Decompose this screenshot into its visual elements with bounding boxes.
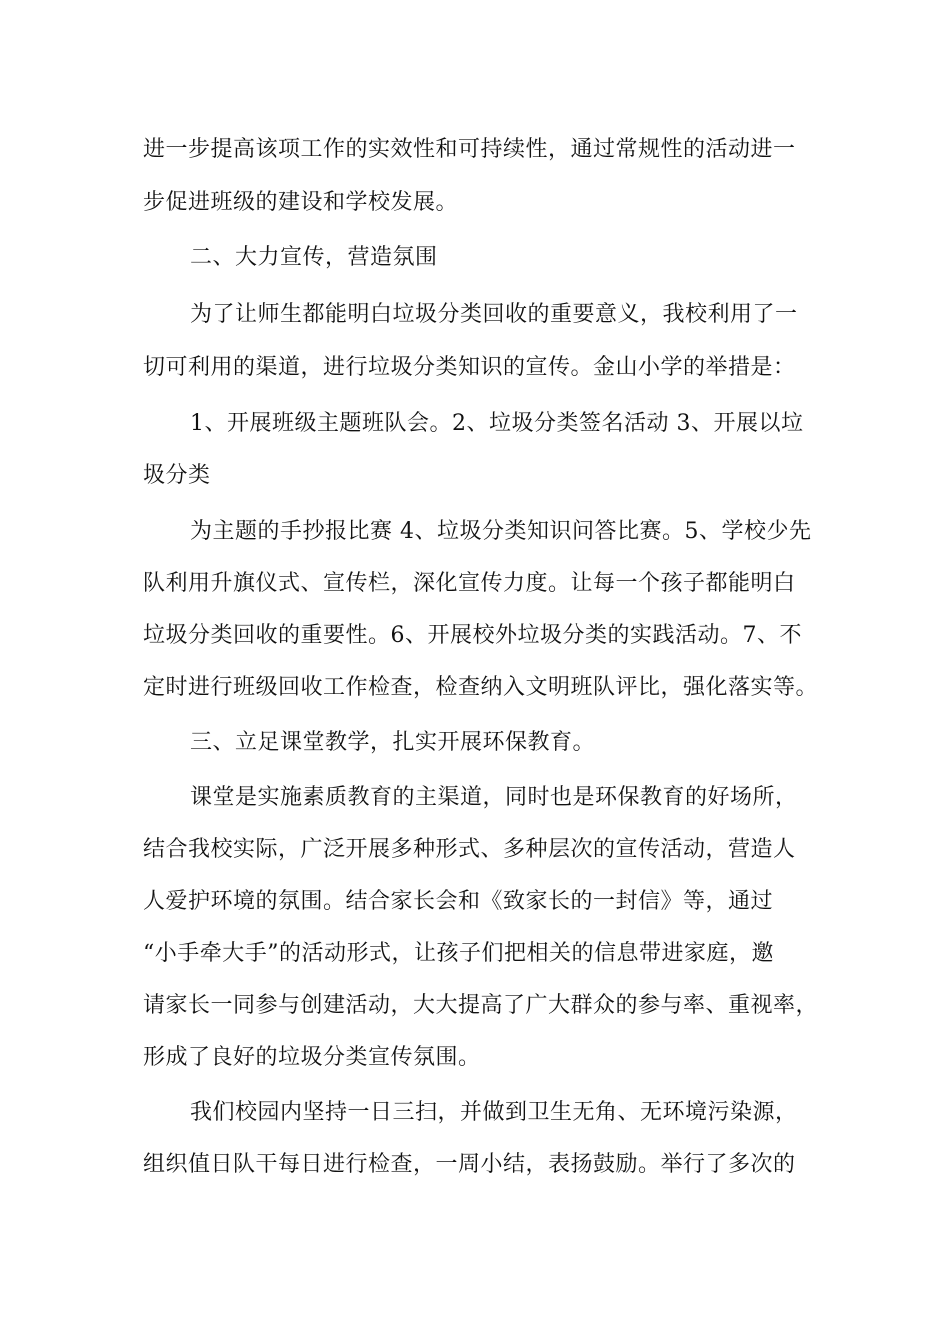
text-line: 圾分类 (143, 463, 211, 488)
text-line: “小手牵大手”的活动形式，让孩子们把相关的信息带进家庭，邀 (143, 941, 774, 966)
text-line: 请家长一同参与创建活动，大大提高了广大群众的参与率、重视率， (143, 993, 819, 1018)
section-heading: 三、立足课堂教学，扎实开展环保教育。 (190, 730, 596, 755)
text-line: 组织值日队干每日进行检查，一周小结，表扬鼓励。举行了多次的 (143, 1152, 796, 1177)
paragraph-start: 为了让师生都能明白垃圾分类回收的重要意义，我校利用了一 (190, 302, 798, 327)
text-line: 步促进班级的建设和学校发展。 (143, 190, 459, 215)
text-line: 垃圾分类回收的重要性。6、开展校外垃圾分类的实践活动。7、不 (143, 623, 802, 648)
paragraph-start: 我们校园内坚持一日三扫，并做到卫生无角、无环境污染源， (190, 1100, 798, 1125)
paragraph-start: 课堂是实施素质教育的主渠道，同时也是环保教育的好场所， (190, 785, 798, 810)
text-line: 队利用升旗仪式、宣传栏，深化宣传力度。让每一个孩子都能明白 (143, 571, 796, 596)
text-line: 形成了良好的垃圾分类宣传氛围。 (143, 1045, 481, 1070)
text-line: 进一步提高该项工作的实效性和可持续性，通过常规性的活动进一 (143, 137, 796, 162)
text-line: 结合我校实际，广泛开展多种形式、多种层次的宣传活动，营造人 (143, 837, 796, 862)
section-heading: 二、大力宣传，营造氛围 (190, 245, 438, 270)
paragraph-start: 为主题的手抄报比赛 4、垃圾分类知识问答比赛。5、学校少先 (190, 519, 812, 544)
text-line: 定时进行班级回收工作检查，检查纳入文明班队评比，强化落实等。 (143, 675, 819, 700)
paragraph-start: 1、开展班级主题班队会。2、垃圾分类签名活动 3、开展以垃 (190, 411, 804, 436)
text-line: 切可利用的渠道，进行垃圾分类知识的宣传。金山小学的举措是： (143, 355, 796, 380)
text-line: 人爱护环境的氛围。结合家长会和《致家长的一封信》等，通过 (143, 889, 774, 914)
